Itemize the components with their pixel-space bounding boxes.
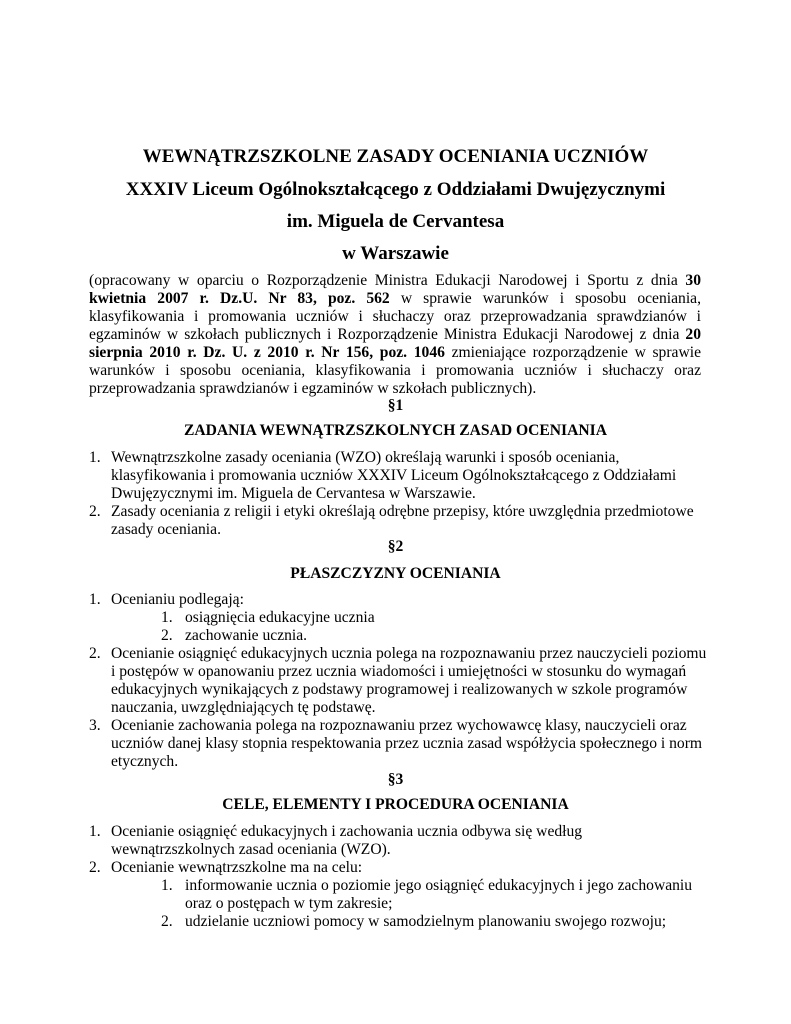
school-name: XXXIV Liceum Ogólnokształcącego z Oddziałami Dwujęzycznymi (125, 179, 666, 200)
sub-list-item-text: informowanie ucznia o poziomie jego osiągnięć edukacyjnych i jego zachowaniu oraz o postępach w tym zakresie; (185, 877, 693, 912)
list-number: 2. (89, 645, 101, 662)
list-item (89, 645, 709, 717)
document-title: WEWNĄTRZSZKOLNE ZASADY OCENIANIA UCZNIÓW (142, 146, 649, 167)
list-item (89, 449, 709, 503)
intro-paragraph (89, 272, 701, 398)
school-patron: im. Miguela de Cervantesa (286, 211, 505, 232)
list-item-text: Ocenianie wewnątrzszkolne ma na celu: (111, 859, 363, 876)
intro-text-2: w sprawie warunków i sposobu oceniania, klasyfikowania i promowania uczniów i słuchaczy oraz przeprowadzania sprawdzianów i egzaminów w szkołach publicznych i Rozporządzenie Ministra Edukacji Narodowej z dnia (89, 290, 701, 343)
list-item-text: Ocenianiu podlegają: (111, 591, 244, 608)
sub-list-number: 1. (161, 877, 173, 894)
section-heading-3: CELE, ELEMENTY I PROCEDURA OCENIANIA (222, 796, 569, 813)
sub-list-number: 2. (161, 913, 173, 930)
list-number: 2. (89, 503, 101, 520)
section-2-list (89, 591, 709, 771)
sub-list-item-text: zachowanie ucznia. (185, 627, 308, 644)
sub-list-item (89, 913, 709, 931)
list-item-text: Ocenianie osiągnięć edukacyjnych i zachowania ucznia odbywa się według wewnątrzszkolnych zasad oceniania (WZO). (111, 823, 583, 858)
sub-list-item (89, 609, 709, 627)
list-item (89, 503, 709, 539)
intro-bold-2: 20 sierpnia 2010 r. Dz. U. z 2010 r. Nr 156, poz. 1046 (89, 326, 701, 361)
list-number: 2. (89, 859, 101, 876)
section-1-list (89, 449, 709, 539)
sub-list-item-text: osiągnięcia edukacyjne ucznia (185, 609, 375, 626)
list-item (89, 859, 709, 877)
school-city: w Warszawie (342, 243, 449, 264)
list-item (89, 591, 709, 609)
list-item (89, 717, 709, 771)
list-item-text: Zasady oceniania z religii i etyki określają odrębne przepisy, które uwzględnia przedmiotowe zasady oceniania. (111, 503, 694, 538)
sub-list-item (89, 877, 709, 913)
list-number: 3. (89, 717, 101, 734)
list-number: 1. (89, 823, 101, 840)
list-item-text: Ocenianie zachowania polega na rozpoznawaniu przez wychowawcę klasy, nauczycieli oraz uczniów danej klasy stopnia respektowania przez ucznia zasad współżycia społecznego i norm etycznych. (111, 717, 703, 770)
intro-bold-1: 30 kwietnia 2007 r. Dz.U. Nr 83, poz. 562 (89, 272, 701, 307)
section-3-list (89, 823, 709, 931)
sub-list-number: 1. (161, 609, 173, 626)
intro-text-3: zmieniające rozporządzenie w sprawie warunków i sposobu oceniania, klasyfikowania i promowania uczniów i słuchaczy oraz przeprowadzania sprawdzianów i egzaminów w szkołach publicznych). (89, 344, 701, 397)
list-item-text: Ocenianie osiągnięć edukacyjnych ucznia polega na rozpoznawaniu przez nauczycieli poziomu i postępów w opanowaniu przez ucznia wiadomości i umiejętności w stosunku do wymagań edukacyjnych wynikających z podstawy programowej i realizowanych w szkole programów nauczania, uwzględniających tę podstawę. (111, 645, 707, 716)
section-heading-2: PŁASZCZYZNY OCENIANIA (290, 565, 501, 582)
list-number: 1. (89, 591, 101, 608)
sub-list-number: 2. (161, 627, 173, 644)
section-mark-2: §2 (387, 538, 404, 555)
list-item-text: Wewnątrzszkolne zasady oceniania (WZO) określają warunki i sposób oceniania, klasyfikowania i promowania uczniów XXXIV Liceum Ogólnokształcącego z Oddziałami Dwujęzycznymi im. Miguela de Cervantesa w Warszawie. (111, 449, 677, 502)
section-mark-1: §1 (387, 397, 404, 414)
sub-list-item (89, 627, 709, 645)
list-item (89, 823, 709, 859)
sub-list-item-text: udzielanie uczniowi pomocy w samodzielnym planowaniu swojego rozwoju; (185, 913, 667, 930)
intro-text-1: (opracowany w oparciu o Rozporządzenie Ministra Edukacji Narodowej i Sportu z dnia (89, 272, 686, 289)
section-heading-1: ZADANIA WEWNĄTRZSZKOLNYCH ZASAD OCENIANIA (184, 422, 607, 439)
section-mark-3: §3 (387, 771, 404, 788)
list-number: 1. (89, 449, 101, 466)
